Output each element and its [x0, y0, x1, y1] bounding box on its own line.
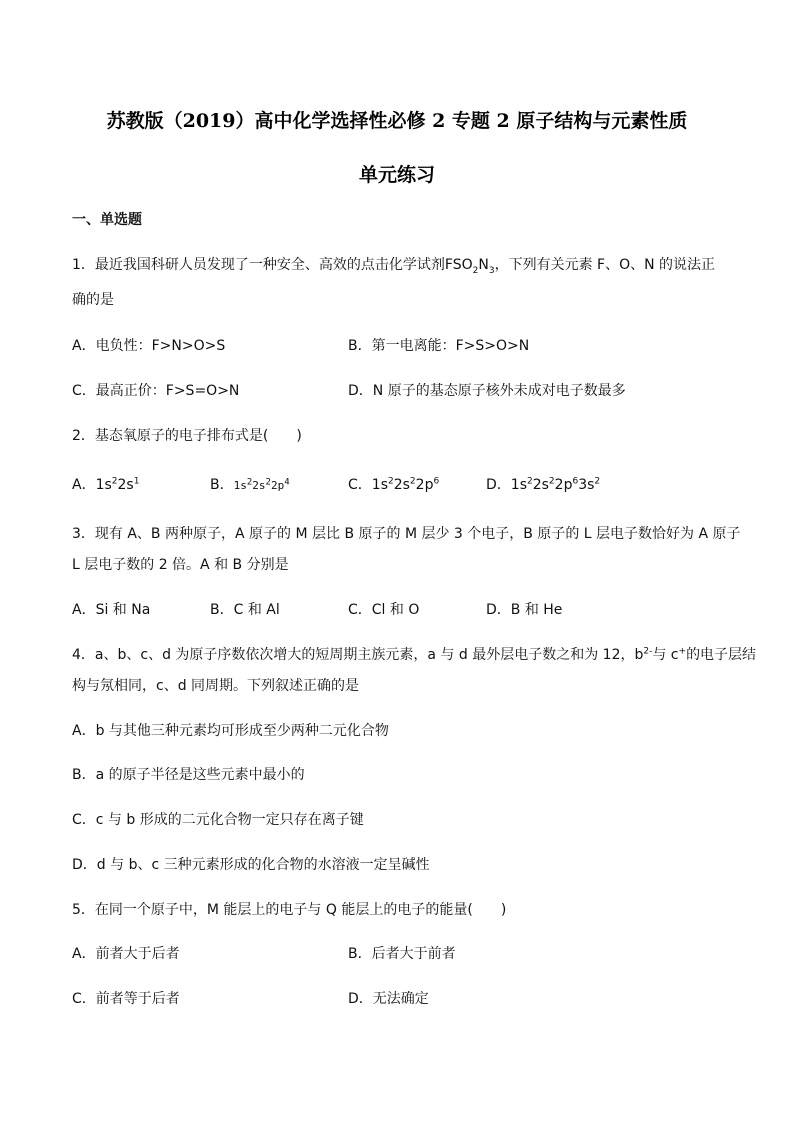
question-3-option-b: B．C 和 Al — [210, 602, 280, 618]
question-1-option-d: D．N 原子的基态原子核外未成对电子数最多 — [348, 383, 626, 399]
question-3-option-d: D．B 和 He — [486, 602, 563, 618]
chemical-formula — [444, 257, 495, 276]
question-5-option-b: B．后者大于前者 — [348, 946, 456, 962]
ion-charge: + — [678, 646, 687, 657]
question-1-stem-text-a: 1．最近我国科研人员发现了一种安全、高效的点击化学试剂 — [72, 257, 445, 273]
question-4-option-a: A．b 与其他三种元素均可形成至少两种二元化合物 — [72, 723, 389, 739]
question-3-stem-line1: 3．现有 A、B 两种原子，A 原子的 M 层比 B 原子的 M 层少 3 个电子，B 原子的 L 层电子数恰好为 A 原子 — [72, 526, 741, 542]
question-4-text-b: 与 c — [652, 647, 679, 663]
option-label: B． — [210, 477, 234, 493]
question-4-option-c: C．c 与 b 形成的二元化合物一定只存在离子键 — [72, 812, 364, 828]
question-4-option-d: D．d 与 b、c 三种元素形成的化合物的水溶液一定呈碱性 — [72, 857, 430, 873]
question-4-text-c: 的电子层结 — [686, 647, 757, 663]
document-subtitle: 单元练习 — [358, 164, 435, 186]
question-4-text-a: 4．a、b、c、d 为原子序数依次增大的短周期主族元素，a 与 d 最外层电子数之和为 12，b — [72, 647, 644, 663]
formula-part: N — [478, 257, 489, 273]
formula-subscript: 3 — [488, 265, 495, 276]
question-3-option-a: A．Si 和 Na — [72, 602, 151, 618]
question-2-option-a: A．$1s^22s^1$ — [72, 476, 140, 493]
question-1-option-a: A．电负性：F>N>O>S — [72, 338, 226, 354]
question-4-stem-line1 — [72, 646, 756, 664]
section-heading: 一、单选题 — [72, 212, 142, 228]
question-4-option-b: B．a 的原子半径是这些元素中最小的 — [72, 767, 305, 783]
question-3-stem-line2: L 层电子数的 2 倍。A 和 B 分别是 — [72, 557, 289, 573]
question-5-option-d: D．无法确定 — [348, 991, 429, 1007]
question-2-stem: 2．基态氧原子的电子排布式是( ) — [72, 428, 302, 444]
question-1-stem-text-b: ，下列有关元素 F、O、N 的说法正 — [494, 257, 716, 273]
option-label: C． — [348, 477, 372, 493]
question-5-option-a: A．前者大于后者 — [72, 946, 180, 962]
formula-subscript: 2 — [472, 265, 479, 276]
question-1-option-c: C．最高正价：F>S=O>N — [72, 383, 240, 399]
question-1-option-b: B．第一电离能：F>S>O>N — [348, 338, 530, 354]
question-5-stem: 5．在同一个原子中，M 能层上的电子与 Q 能层上的电子的能量( ) — [72, 902, 507, 918]
question-2-option-d: D．$1s^22s^22p^63s^2$ — [486, 476, 601, 493]
question-3-option-c: C．Cl 和 O — [348, 602, 420, 618]
question-2-option-c: C．$1s^22s^22p^6$ — [348, 476, 440, 493]
option-label: D． — [486, 477, 511, 493]
question-2-option-b: B．$1s^22s^22p^4$ — [210, 477, 290, 493]
question-1-stem-line2: 确的是 — [72, 292, 114, 308]
formula-part: FSO — [444, 257, 473, 273]
question-1-stem-line1 — [72, 256, 715, 274]
ion-charge: 2- — [643, 646, 653, 657]
document-title: 苏教版（2019）高中化学选择性必修 2 专题 2 原子结构与元素性质 — [106, 110, 688, 132]
option-label: A． — [72, 477, 96, 493]
question-5-option-c: C．前者等于后者 — [72, 991, 180, 1007]
question-4-stem-line2: 构与氖相同，c、d 同周期。下列叙述正确的是 — [72, 678, 360, 694]
